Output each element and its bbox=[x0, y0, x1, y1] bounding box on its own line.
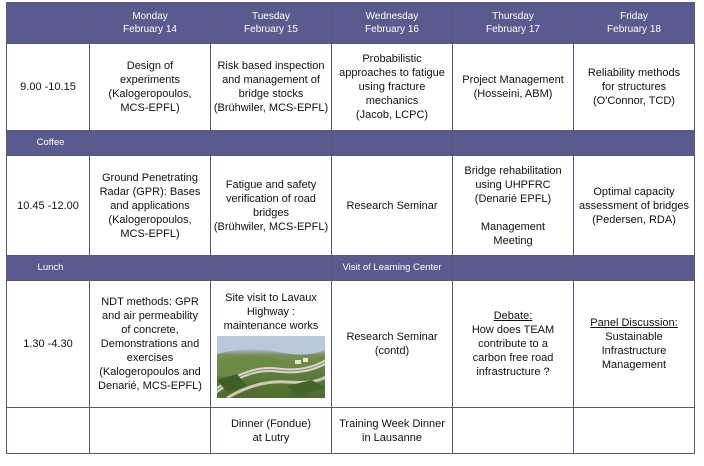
panel-text bbox=[574, 330, 694, 372]
cell-text-line: bridges bbox=[252, 206, 290, 219]
band-cell bbox=[574, 256, 695, 281]
day-date: February 16 bbox=[365, 24, 419, 35]
band-cell bbox=[332, 131, 453, 156]
band-cell bbox=[453, 256, 574, 281]
break-label: Lunch bbox=[7, 256, 90, 281]
session-cell bbox=[453, 44, 574, 131]
session-cell bbox=[332, 44, 453, 131]
debate-title: Debate: bbox=[493, 310, 533, 322]
cell-text-line: using UHPFRC bbox=[475, 178, 551, 191]
day-name: Monday bbox=[132, 11, 168, 22]
cell-text-line: (contd) bbox=[374, 345, 410, 357]
session-cell-debate bbox=[453, 281, 574, 408]
session-cell bbox=[332, 281, 453, 408]
cell-text-line: (Brühwiler, MCS-EPFL) bbox=[213, 102, 329, 114]
cell-text-line: MCS-EPFL) bbox=[120, 102, 180, 114]
cell-text-line: Radar (GPR): Bases bbox=[99, 185, 201, 198]
cell-text-line: Design of bbox=[126, 60, 174, 72]
band-cell bbox=[211, 131, 332, 156]
cell-text-line: mechanics bbox=[365, 95, 419, 107]
cell-text-line: Risk based inspection bbox=[217, 60, 325, 72]
cell-text-line: (Hosseini, ABM) bbox=[473, 88, 553, 100]
day-date: February 15 bbox=[244, 24, 298, 35]
cell-text-line: Research Seminar bbox=[346, 331, 438, 343]
session-cell-site-visit bbox=[211, 281, 332, 408]
session-cell bbox=[332, 156, 453, 256]
cell-text-line: (O'Connor, TCD) bbox=[593, 95, 675, 107]
band-cell bbox=[90, 256, 211, 281]
day-date: February 18 bbox=[607, 24, 661, 35]
cell-text-line: and management of bbox=[222, 74, 320, 86]
cell-text-line: assessment of bridges bbox=[578, 199, 690, 212]
session-cell bbox=[90, 156, 211, 256]
evening-row bbox=[7, 408, 695, 454]
highway-photo-art bbox=[217, 336, 325, 398]
session-cell-empty bbox=[574, 408, 695, 454]
panel-title: Panel Discussion: bbox=[590, 317, 678, 329]
cell-text-line: (Kalogeropoulos, bbox=[108, 88, 192, 100]
cell-text-line: Meeting bbox=[493, 234, 533, 247]
cell-text-line: (Brühwiler, MCS-EPFL) bbox=[213, 220, 329, 233]
day-date: February 14 bbox=[123, 24, 177, 35]
day-name: Thursday bbox=[492, 11, 534, 22]
cell-text-line: Optimal capacity bbox=[593, 185, 675, 198]
header-thursday bbox=[453, 3, 574, 44]
cell-text-line: (Kalogeropoulos and bbox=[99, 366, 201, 378]
cell-text-line: exercises bbox=[126, 352, 174, 364]
session-cell bbox=[574, 156, 695, 256]
session-cell bbox=[211, 156, 332, 256]
cell-text-line: Management bbox=[601, 359, 667, 371]
cell-text-line: Training Week Dinner bbox=[339, 417, 445, 430]
session-cell-empty bbox=[453, 408, 574, 454]
cell-text-line: experiments bbox=[120, 74, 180, 86]
cell-text-line: Infrastructure bbox=[601, 345, 667, 357]
cell-text-line: Sustainable bbox=[605, 331, 663, 343]
cell-text-line: at Lutry bbox=[252, 431, 290, 444]
header-tuesday bbox=[211, 3, 332, 44]
band-cell bbox=[453, 131, 574, 156]
session-row-morning-2 bbox=[7, 156, 695, 256]
session-cell-panel bbox=[574, 281, 695, 408]
cell-text-line: infrastructure ? bbox=[476, 366, 550, 378]
break-label: Coffee bbox=[7, 131, 90, 156]
cell-text-line: using fracture bbox=[358, 81, 426, 93]
cell-text-line: approaches to fatigue bbox=[339, 67, 445, 79]
session-cell bbox=[332, 408, 453, 454]
cell-text-line: (Kalogeropoulos, bbox=[108, 213, 192, 226]
cell-text-line: (Pedersen, RDA) bbox=[592, 213, 676, 226]
cell-text-line: Probabilistic bbox=[362, 53, 422, 65]
cell-text-line: NDT methods: GPR bbox=[101, 296, 199, 308]
day-name: Wednesday bbox=[365, 11, 419, 22]
cell-text-line: Denarié, MCS-EPFL) bbox=[98, 380, 202, 392]
cell-text-line: Dinner (Fondue) bbox=[230, 417, 312, 430]
band-cell-visit: Visit of Learning Center bbox=[332, 256, 453, 281]
coffee-break-row bbox=[7, 131, 695, 156]
cell-text-line: Project Management bbox=[462, 74, 564, 86]
lunch-break-row bbox=[7, 256, 695, 281]
cell-text-line: Highway : bbox=[246, 305, 296, 318]
cell-text-line: Reliability methods bbox=[587, 67, 681, 79]
session-cell bbox=[211, 408, 332, 454]
cell-text-line: (Denarié EPFL) bbox=[474, 192, 552, 205]
day-date: February 17 bbox=[486, 24, 540, 35]
cell-text-line: Fatigue and safety bbox=[225, 178, 317, 191]
cell-text-line: Bridge rehabilitation bbox=[464, 164, 562, 177]
cell-text-line: verification of road bbox=[226, 192, 316, 205]
debate-text bbox=[453, 323, 573, 379]
session-cell bbox=[211, 44, 332, 131]
session-cell bbox=[90, 281, 211, 408]
session-cell bbox=[453, 156, 574, 256]
day-name: Friday bbox=[620, 11, 648, 22]
session-cell bbox=[90, 44, 211, 131]
cell-text-line: contribute to a bbox=[478, 338, 548, 350]
session-row-afternoon bbox=[7, 281, 695, 408]
band-cell bbox=[90, 131, 211, 156]
time-cell-empty bbox=[7, 408, 90, 454]
session-row-morning-1 bbox=[7, 44, 695, 131]
cell-text-line: Demonstrations and bbox=[100, 338, 200, 350]
time-cell: 1.30 -4.30 bbox=[7, 281, 90, 408]
time-cell: 9.00 -10.15 bbox=[7, 44, 90, 131]
day-name: Tuesday bbox=[252, 11, 290, 22]
cell-text-line: MCS-EPFL) bbox=[120, 227, 180, 240]
cell-text-line: Ground Penetrating bbox=[101, 171, 198, 184]
cell-text-line: Management bbox=[480, 220, 546, 233]
cell-text-line: How does TEAM bbox=[471, 324, 555, 336]
header-friday bbox=[574, 3, 695, 44]
band-cell bbox=[574, 131, 695, 156]
cell-text-line: carbon free road bbox=[472, 352, 554, 364]
time-cell: 10.45 -12.00 bbox=[7, 156, 90, 256]
site-visit-text bbox=[211, 291, 331, 333]
cell-text-line: bridge stocks bbox=[238, 88, 304, 100]
cell-text-line: and air permeability bbox=[102, 310, 198, 322]
cell-text-line: of concrete, bbox=[121, 324, 179, 336]
session-cell bbox=[574, 44, 695, 131]
cell-text-line: Site visit to Lavaux bbox=[225, 291, 317, 304]
highway-photo bbox=[217, 336, 325, 398]
header-monday bbox=[90, 3, 211, 44]
cell-text-line: for structures bbox=[601, 81, 667, 93]
band-cell bbox=[211, 256, 332, 281]
cell-text-line bbox=[453, 206, 573, 220]
cell-text-line: in Lausanne bbox=[362, 431, 422, 444]
cell-text-line: maintenance works bbox=[223, 319, 319, 332]
cell-text-line: (Jacob, LCPC) bbox=[355, 109, 429, 121]
header-time-cell bbox=[7, 3, 90, 44]
header-row bbox=[7, 3, 695, 44]
session-cell-empty bbox=[90, 408, 211, 454]
cell-text-line: and applications bbox=[110, 199, 190, 212]
training-week-schedule bbox=[6, 2, 695, 454]
header-wednesday bbox=[332, 3, 453, 44]
cell-text-line: Research Seminar bbox=[346, 199, 438, 212]
